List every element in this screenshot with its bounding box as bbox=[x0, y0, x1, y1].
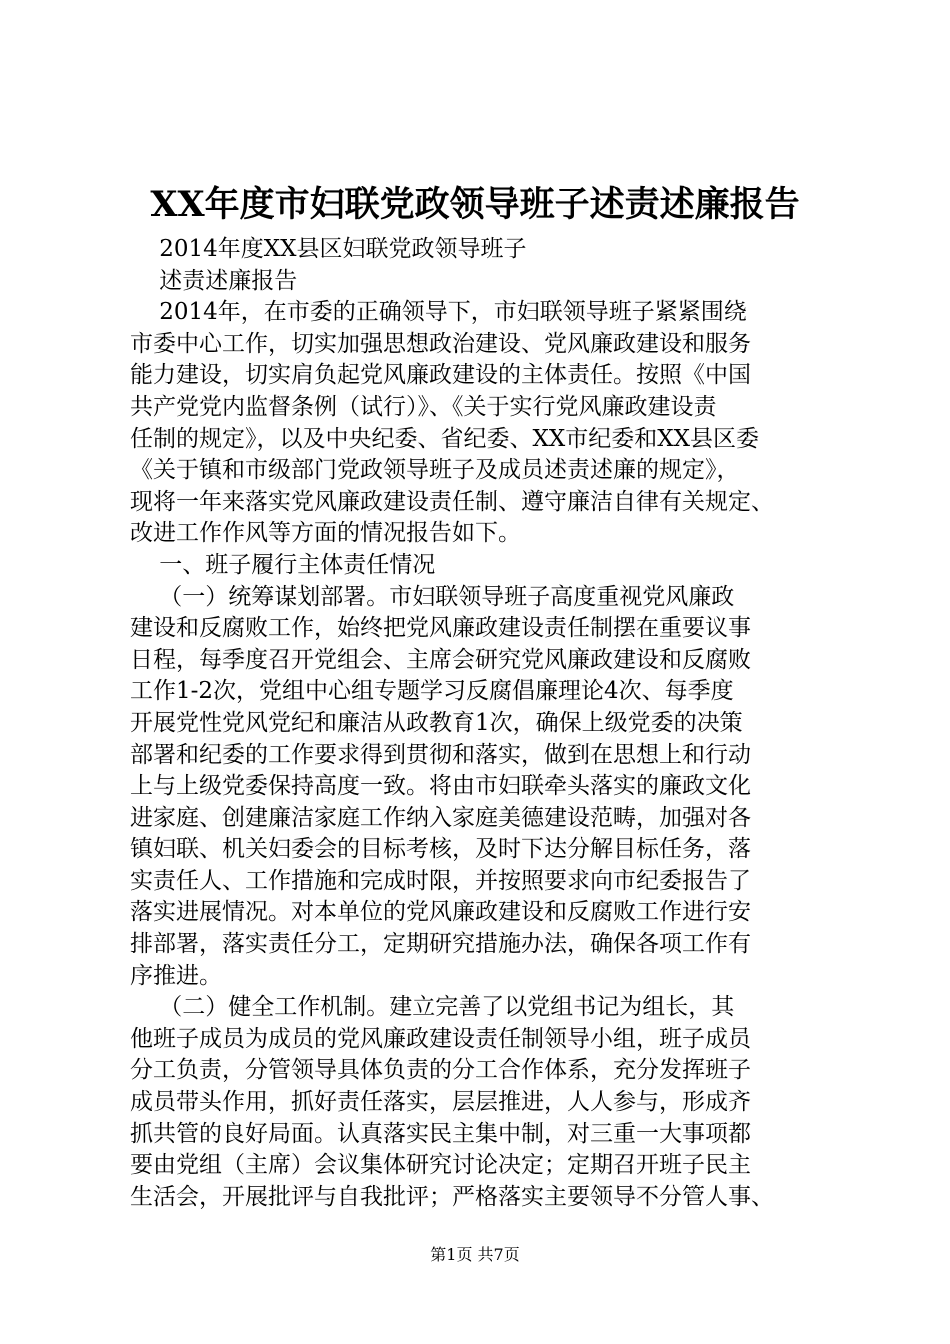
body-line: 述责述廉报告 bbox=[130, 267, 298, 294]
body-line: 要由党组（主席）会议集体研究讨论决定；定期召开班子民主 bbox=[130, 1152, 751, 1179]
body-line: 2014年，在市委的正确领导下，市妇联领导班子紧紧围绕 bbox=[130, 299, 747, 326]
document-body bbox=[130, 234, 830, 1213]
section-heading: 一、班子履行主体责任情况 bbox=[130, 551, 436, 578]
body-line: 成员带头作用，抓好责任落实，层层推进，人人参与，形成齐 bbox=[130, 1089, 751, 1116]
body-line: 镇妇联、机关妇委会的目标考核，及时下达分解目标任务，落 bbox=[130, 836, 751, 863]
body-line: 开展党性党风党纪和廉洁从政教育1次，确保上级党委的决策 bbox=[130, 709, 743, 736]
body-line: 现将一年来落实党风廉政建设责任制、遵守廉洁自律有关规定、 bbox=[130, 488, 774, 515]
body-line: 任制的规定》，以及中央纪委、省纪委、XX市纪委和XX县区委 bbox=[130, 425, 759, 452]
body-line: 建设和反腐败工作，始终把党风廉政建设责任制摆在重要议事 bbox=[130, 615, 751, 642]
body-line: 部署和纪委的工作要求得到贯彻和落实，做到在思想上和行动 bbox=[130, 741, 751, 768]
body-line: （二）健全工作机制。建立完善了以党组书记为组长，其 bbox=[130, 994, 735, 1021]
body-line: 生活会，开展批评与自我批评；严格落实主要领导不分管人事、 bbox=[130, 1183, 774, 1210]
body-line: 他班子成员为成员的党风廉政建设责任制领导小组，班子成员 bbox=[130, 1025, 751, 1052]
body-line: 排部署，落实责任分工，定期研究措施办法，确保各项工作有 bbox=[130, 931, 751, 958]
body-line: 抓共管的良好局面。认真落实民主集中制，对三重一大事项都 bbox=[130, 1120, 751, 1147]
page-number-footer: 第1页 共7页 bbox=[430, 1245, 520, 1264]
body-line: （一）统筹谋划部署。市妇联领导班子高度重视党风廉政 bbox=[130, 583, 735, 610]
body-line: 《关于镇和市级部门党政领导班子及成员述责述廉的规定》， bbox=[130, 457, 740, 484]
body-line: 共产党党内监督条例（试行）》、《关于实行党风廉政建设责 bbox=[130, 393, 717, 420]
body-line: 能力建设，切实肩负起党风廉政建设的主体责任。按照《中国 bbox=[130, 362, 751, 389]
body-line: 分工负责，分管领导具体负责的分工合作体系，充分发挥班子 bbox=[130, 1057, 751, 1084]
body-line: 工作1-2次，党组中心组专题学习反腐倡廉理论4次、每季度 bbox=[130, 678, 734, 705]
body-line: 序推进。 bbox=[130, 962, 222, 989]
body-line: 落实进展情况。对本单位的党风廉政建设和反腐败工作进行安 bbox=[130, 899, 751, 926]
body-line: 进家庭、创建廉洁家庭工作纳入家庭美德建设范畴，加强对各 bbox=[130, 804, 751, 831]
document-title: XX年度市妇联党政领导班子述责述廉报告 bbox=[150, 184, 800, 225]
body-line: 2014年度XX县区妇联党政领导班子 bbox=[130, 236, 527, 262]
body-line: 市委中心工作，切实加强思想政治建设、党风廉政建设和服务 bbox=[130, 330, 751, 357]
body-line: 改进工作作风等方面的情况报告如下。 bbox=[130, 520, 521, 547]
body-line: 实责任人、工作措施和完成时限，并按照要求向市纪委报告了 bbox=[130, 867, 751, 894]
body-line: 上与上级党委保持高度一致。将由市妇联牵头落实的廉政文化 bbox=[130, 773, 751, 800]
body-line: 日程，每季度召开党组会、主席会研究党风廉政建设和反腐败 bbox=[130, 646, 751, 673]
